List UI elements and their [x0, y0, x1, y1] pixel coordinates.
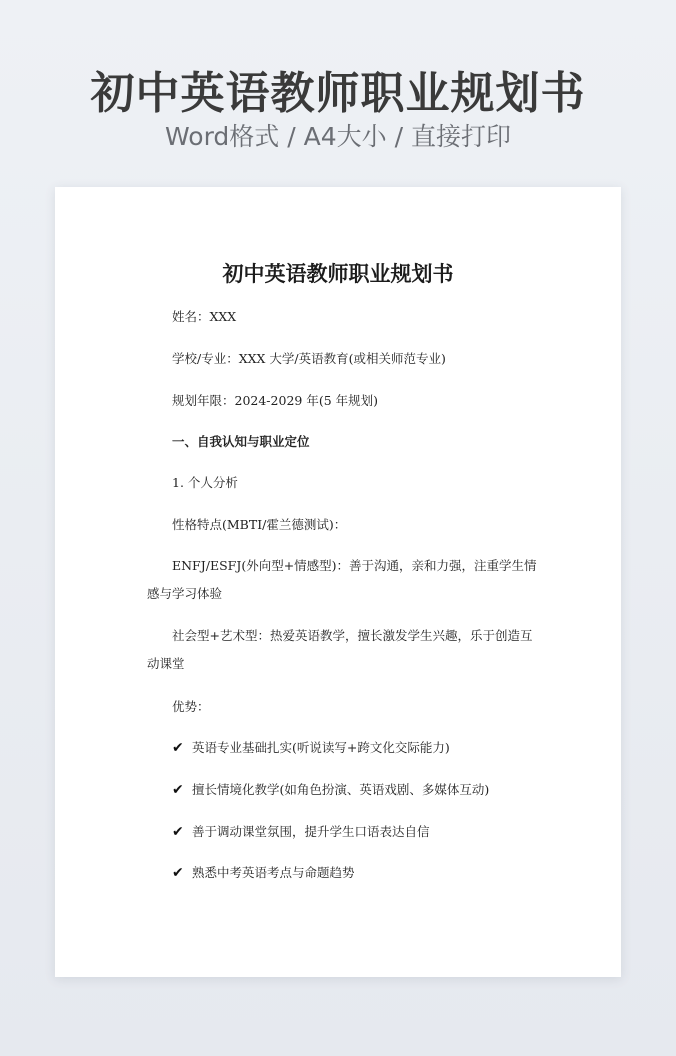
strength-text: 擅长情境化教学(如角色扮演、英语戏剧、多媒体互动)	[192, 782, 490, 797]
personality-label: 性格特点(MBTI/霍兰德测试)：	[172, 517, 347, 532]
document-page	[55, 187, 621, 977]
check-icon: ✔	[172, 865, 184, 881]
strength-item	[172, 863, 355, 883]
personality-paragraph: ENFJ/ESFJ(外向型+情感型)：善于沟通，亲和力强，注重学生情感与学习体验	[147, 558, 537, 601]
personality-paragraph: 社会型+艺术型：热爱英语教学，擅长激发学生兴趣，乐于创造互动课堂	[147, 628, 533, 671]
document-title: 初中英语教师职业规划书	[222, 261, 454, 286]
strength-text: 善于调动课堂氛围，提升学生口语表达自信	[192, 824, 430, 839]
subsection-heading: 1. 个人分析	[172, 475, 238, 490]
strength-item	[172, 822, 430, 842]
school-line: 学校/专业：XXX 大学/英语教育(或相关师范专业)	[172, 351, 446, 366]
strengths-label: 优势：	[172, 699, 210, 714]
check-icon: ✔	[172, 824, 184, 840]
strength-item	[172, 738, 450, 758]
strength-item	[172, 780, 489, 800]
name-line: 姓名：XXX	[172, 309, 237, 324]
strength-text: 熟悉中考英语考点与命题趋势	[192, 865, 355, 880]
check-icon: ✔	[172, 740, 184, 756]
banner-subtitle: Word格式 / A4大小 / 直接打印	[165, 122, 511, 151]
strength-text: 英语专业基础扎实(听说读写+跨文化交际能力)	[192, 740, 450, 755]
banner-title: 初中英语教师职业规划书	[90, 68, 586, 119]
period-line: 规划年限：2024-2029 年(5 年规划)	[172, 393, 379, 408]
check-icon: ✔	[172, 782, 184, 798]
section-heading: 一、自我认知与职业定位	[172, 434, 310, 449]
